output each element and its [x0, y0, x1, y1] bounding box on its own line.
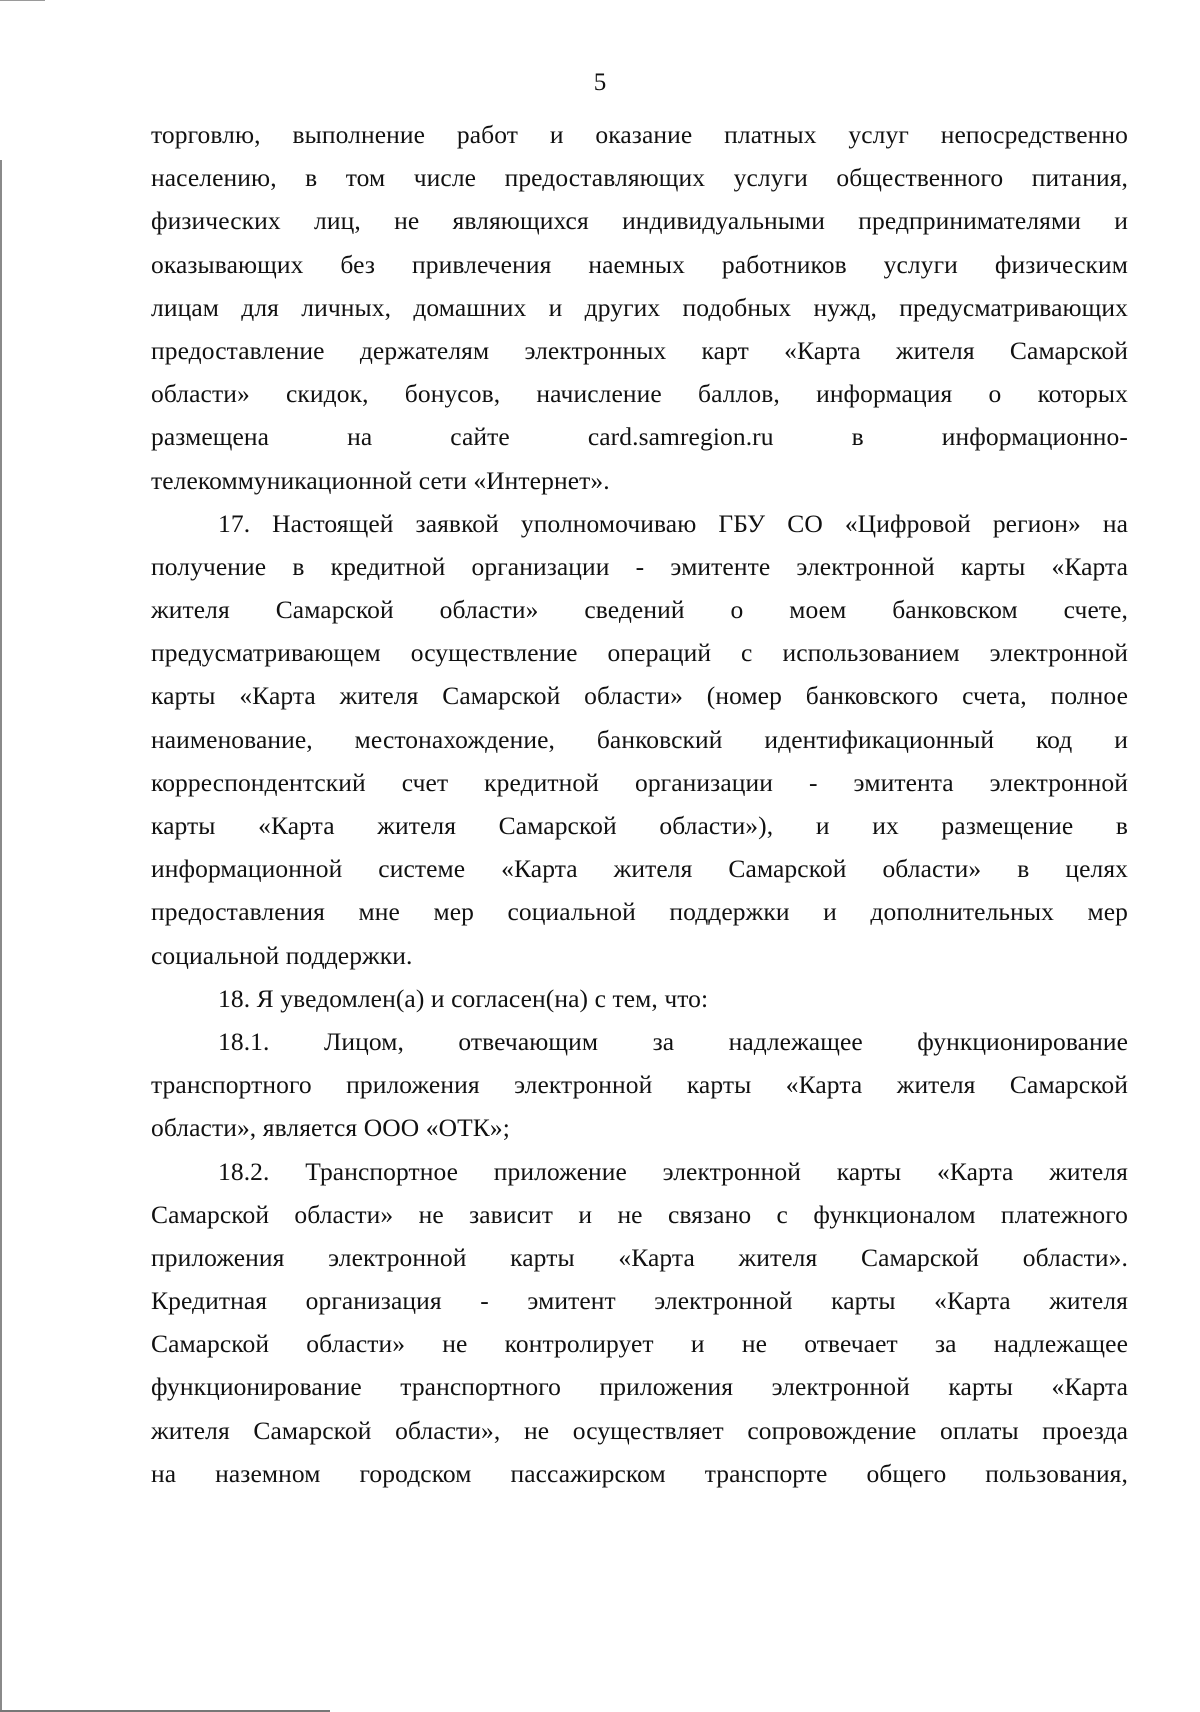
paragraph-18-2	[151, 1150, 1128, 1496]
scan-edge-top	[0, 0, 45, 1]
text-line: 18.2. Транспортное приложение электронной карты «Карта жителя	[218, 1156, 1128, 1186]
text-line: карты «Карта жителя Самарской области» (номер банковского счета, полное	[151, 681, 1128, 711]
text-line: жителя Самарской области», не осуществляет сопровождение оплаты проезда	[151, 1415, 1128, 1445]
text-line: Самарской области» не контролирует и не отвечает за надлежащее	[151, 1329, 1128, 1359]
text-line: населению, в том числе предоставляющих услуги общественного питания,	[151, 163, 1128, 193]
text-line: информационной системе «Карта жителя Самарской области» в целях	[151, 854, 1128, 884]
text-line: торговлю, выполнение работ и оказание платных услуг непосредственно	[151, 120, 1128, 149]
text-line: Самарской области» не зависит и не связано с функционалом платежного	[151, 1199, 1128, 1229]
text-line: размещена на сайте card.samregion.ru в информационно-	[151, 422, 1128, 452]
document-body	[151, 113, 1128, 1495]
text-line: лицам для личных, домашних и других подобных нужд, предусматривающих	[151, 292, 1128, 322]
text-line: корреспондентский счет кредитной организации - эмитента электронной	[151, 767, 1128, 797]
text-line: транспортного приложения электронной карты «Карта жителя Самарской	[151, 1070, 1128, 1100]
text-line: предоставления мне мер социальной поддержки и дополнительных мер	[151, 897, 1128, 927]
paragraph-18-1	[151, 1020, 1128, 1150]
text-line: социальной поддержки.	[151, 940, 413, 970]
text-line: приложения электронной карты «Карта жителя Самарской области».	[151, 1242, 1128, 1272]
text-line: области», является ООО «ОТК»;	[151, 1113, 510, 1143]
text-line: области» скидок, бонусов, начисление баллов, информация о которых	[151, 379, 1128, 409]
text-line: 18.1. Лицом, отвечающим за надлежащее функционирование	[218, 1026, 1128, 1056]
paragraph-18	[151, 977, 1128, 1020]
text-line: предоставление держателям электронных карт «Карта жителя Самарской	[151, 335, 1128, 365]
text-line: 18. Я уведомлен(а) и согласен(на) с тем, что:	[218, 983, 709, 1013]
text-line: предусматривающем осуществление операций с использованием электронной	[151, 638, 1128, 668]
page-number: 5	[593, 69, 607, 96]
text-line: функционирование транспортного приложения электронной карты «Карта	[151, 1372, 1128, 1402]
text-line: жителя Самарской области» сведений о моем банковском счете,	[151, 595, 1128, 625]
paragraph-16-continuation	[151, 113, 1128, 502]
text-line: телекоммуникационной сети «Интернет».	[151, 465, 610, 495]
text-line: Кредитная организация - эмитент электронной карты «Карта жителя	[151, 1286, 1128, 1316]
text-line: 17. Настоящей заявкой уполномочиваю ГБУ СО «Цифровой регион» на	[218, 508, 1128, 538]
text-line: получение в кредитной организации - эмитенте электронной карты «Карта	[151, 551, 1128, 581]
text-line: наименование, местонахождение, банковский идентификационный код и	[151, 724, 1128, 754]
text-line: карты «Карта жителя Самарской области»), и их размещение в	[151, 811, 1128, 840]
text-line: на наземном городском пассажирском транспорте общего пользования,	[151, 1458, 1128, 1488]
text-line: оказывающих без привлечения наемных работников услуги физическим	[151, 249, 1128, 279]
text-line: физических лиц, не являющихся индивидуальными предпринимателями и	[151, 206, 1128, 236]
scan-edge-left	[0, 160, 2, 1710]
paragraph-17	[151, 502, 1128, 977]
